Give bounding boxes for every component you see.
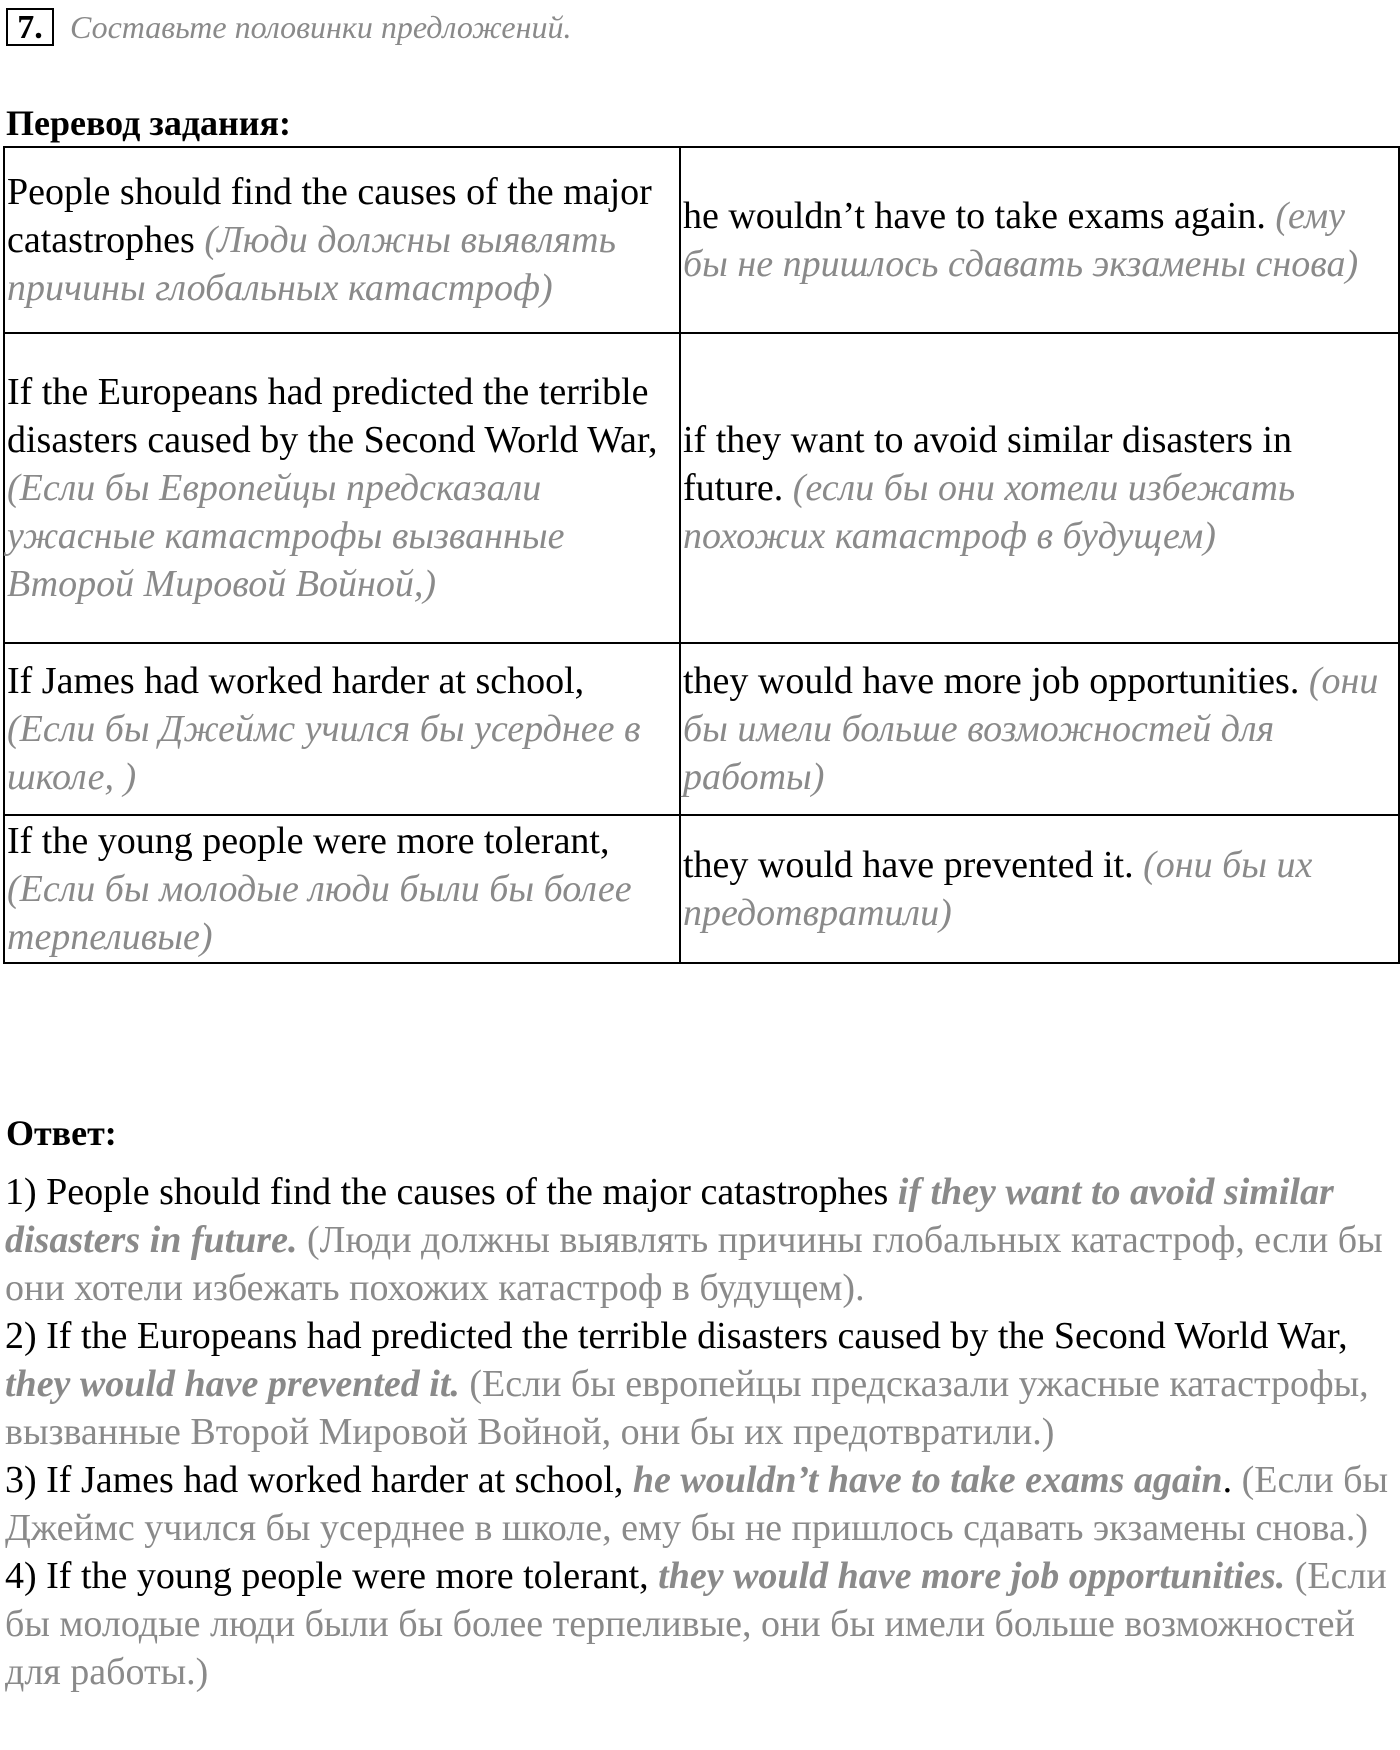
right-text-en: he wouldn’t have to take exams again. xyxy=(683,195,1266,237)
right-text-ru: (если бы они хотели избежать похожих катастроф в будущем) xyxy=(683,467,1296,557)
left-cell xyxy=(4,815,680,963)
answer-match: they would have more job opportunities. xyxy=(658,1555,1286,1597)
right-text-en: they would have prevented it. xyxy=(683,844,1134,886)
right-text-ru: (они бы имели больше возможностей для работы) xyxy=(683,660,1379,798)
left-text-en: If James had worked harder at school, xyxy=(7,660,585,702)
left-text-en: If the young people were more tolerant, xyxy=(7,820,610,862)
left-text-en: If the Europeans had predicted the terrible disasters caused by the Second World War, xyxy=(7,371,658,461)
answer-translation: (Если бы европейцы предсказали ужасные катастрофы, вызванные Второй Мировой Войной, они бы их предотвратили.) xyxy=(5,1363,1369,1453)
task-number-box: 7. xyxy=(6,8,54,46)
table-row xyxy=(4,147,1399,333)
answer-item xyxy=(5,1552,1397,1696)
answer-translation: (Если бы Джеймс учился бы усерднее в школе, ему бы не пришлось сдавать экзамены снова.) xyxy=(5,1459,1388,1549)
answer-item xyxy=(5,1456,1397,1552)
answer-list xyxy=(5,1168,1397,1696)
answer-heading: Ответ: xyxy=(6,1113,117,1153)
table-row xyxy=(4,643,1399,815)
left-text-ru: (Если бы Европейцы предсказали ужасные катастрофы вызванные Второй Мировой Войной,) xyxy=(7,467,565,605)
right-cell xyxy=(680,333,1399,643)
left-text-en: People should find the causes of the major catastrophes xyxy=(7,171,652,261)
answer-start: 2) If the Europeans had predicted the terrible disasters caused by the Second World War, xyxy=(5,1315,1348,1357)
answer-match: if they want to avoid similar disasters in future. xyxy=(5,1171,1334,1261)
task-instruction: Составьте половинки предложений. xyxy=(70,8,572,45)
answer-start: 4) If the young people were more tolerant, xyxy=(5,1555,649,1597)
answer-item xyxy=(5,1168,1397,1312)
answer-match: he wouldn’t have to take exams again xyxy=(632,1459,1223,1501)
left-text-ru: (Если бы молодые люди были бы более терпеливые) xyxy=(7,868,632,958)
answer-end: . xyxy=(1222,1459,1233,1501)
task-header xyxy=(6,6,571,48)
right-text-en: they would have more job opportunities. xyxy=(683,660,1300,702)
left-cell xyxy=(4,333,680,643)
left-text-ru: (Люди должны выявлять причины глобальных катастроф) xyxy=(7,219,616,309)
answer-item xyxy=(5,1312,1397,1456)
left-cell xyxy=(4,643,680,815)
table-row xyxy=(4,815,1399,963)
answer-match: they would have prevented it. xyxy=(5,1363,460,1405)
right-cell xyxy=(680,643,1399,815)
right-cell xyxy=(680,147,1399,333)
right-text-ru: (они бы их предотвратили) xyxy=(683,844,1313,934)
right-cell xyxy=(680,815,1399,963)
answer-start: 3) If James had worked harder at school, xyxy=(5,1459,624,1501)
left-text-ru: (Если бы Джеймс учился бы усерднее в школе, ) xyxy=(7,708,641,798)
left-cell xyxy=(4,147,680,333)
matching-table xyxy=(3,146,1400,964)
right-text-ru: (ему бы не пришлось сдавать экзамены снова) xyxy=(683,195,1359,285)
table-row xyxy=(4,333,1399,643)
translation-heading: Перевод задания: xyxy=(6,103,291,143)
right-text-en: if they want to avoid similar disasters in future. xyxy=(683,419,1292,509)
answer-translation: (Люди должны выявлять причины глобальных катастроф, если бы они хотели избежать похожих катастроф в будущем). xyxy=(5,1219,1383,1309)
answer-start: 1) People should find the causes of the major catastrophes xyxy=(5,1171,889,1213)
answer-translation: (Если бы молодые люди были бы более терпеливые, они бы имели больше возможностей для работы.) xyxy=(5,1555,1387,1693)
